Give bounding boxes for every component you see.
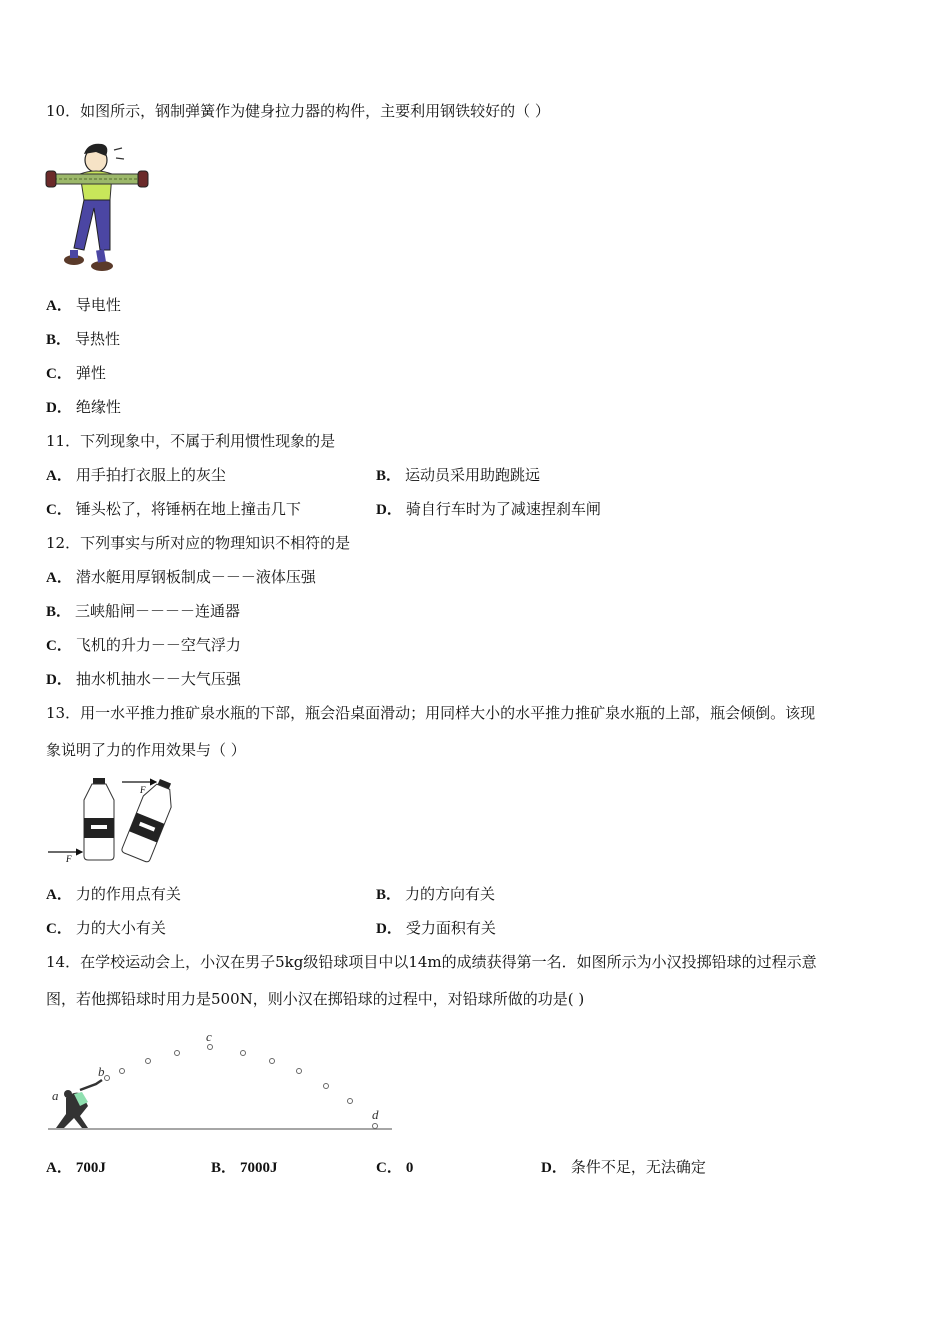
option-label: D． xyxy=(376,921,402,937)
question-12-option-b[interactable] xyxy=(46,601,240,622)
svg-text:c: c xyxy=(206,1029,212,1044)
question-13-option-a[interactable] xyxy=(46,884,181,905)
svg-text:a: a xyxy=(52,1088,59,1103)
question-14-option-d[interactable] xyxy=(541,1157,706,1178)
question-13-stem-line1 xyxy=(46,703,815,723)
question-13-option-d[interactable] xyxy=(376,918,496,939)
question-10-option-a[interactable] xyxy=(46,295,121,316)
question-11-option-b[interactable] xyxy=(376,465,540,486)
option-text: 7000J xyxy=(240,1160,278,1176)
option-text: 弹性 xyxy=(75,364,106,382)
option-label: B． xyxy=(376,887,402,903)
option-label: B． xyxy=(46,332,72,348)
option-text: 飞机的升力－－空气浮力 xyxy=(75,636,241,654)
option-label: C． xyxy=(46,638,72,654)
option-label: D． xyxy=(541,1160,567,1176)
question-14-option-c[interactable] xyxy=(376,1157,417,1178)
option-label: B． xyxy=(211,1160,237,1176)
option-label: D． xyxy=(46,672,72,688)
option-label: A． xyxy=(46,298,72,314)
svg-text:F: F xyxy=(66,854,72,864)
option-text: 条件不足，无法确定 xyxy=(570,1158,706,1176)
option-label: D． xyxy=(46,400,72,416)
option-text: 运动员采用助跑跳远 xyxy=(405,466,541,484)
option-text: 导热性 xyxy=(75,330,121,348)
option-label: B． xyxy=(376,468,402,484)
option-text: 力的方向有关 xyxy=(405,885,496,903)
question-text: 在学校运动会上，小汉在男子5kg级铅球项目中以14m的成绩获得第一名．如图所示为小汉投掷铅球的过程示意 xyxy=(80,953,817,971)
option-text: 导电性 xyxy=(75,296,121,314)
option-label: B． xyxy=(46,604,72,620)
question-10-option-b[interactable] xyxy=(46,329,120,350)
option-text: 锤头松了，将锤柄在地上撞击几下 xyxy=(75,500,301,518)
option-label: D． xyxy=(376,502,402,518)
question-14-option-b[interactable] xyxy=(211,1157,282,1178)
option-text: 潜水艇用厚钢板制成－－－液体压强 xyxy=(75,568,316,586)
option-text: 抽水机抽水－－大气压强 xyxy=(75,670,241,688)
option-label: C． xyxy=(46,366,72,382)
question-10-option-d[interactable] xyxy=(46,397,121,418)
option-text: 用手拍打衣服上的灰尘 xyxy=(75,466,226,484)
question-11-option-d[interactable] xyxy=(376,499,601,520)
option-text: 绝缘性 xyxy=(75,398,121,416)
question-text: 如图所示，钢制弹簧作为健身拉力器的构件，主要利用钢铁较好的（ ） xyxy=(80,102,550,120)
svg-text:d: d xyxy=(372,1107,379,1122)
question-14-option-a[interactable] xyxy=(46,1157,110,1178)
question-number: 11． xyxy=(46,432,81,450)
question-number: 10． xyxy=(46,102,81,120)
question-text: 下列事实与所对应的物理知识不相符的是 xyxy=(80,534,351,552)
option-text: 力的大小有关 xyxy=(75,919,166,937)
bottle-upright-icon xyxy=(84,778,114,860)
option-text: 700J xyxy=(75,1160,106,1176)
trajectory-points xyxy=(105,1045,378,1129)
water-bottles-figure xyxy=(44,772,184,867)
question-12-stem xyxy=(46,533,350,553)
question-12-option-d[interactable] xyxy=(46,669,241,690)
option-label: A． xyxy=(46,570,72,586)
question-13-option-c[interactable] xyxy=(46,918,166,939)
athlete-icon xyxy=(56,1080,102,1128)
question-text: 下列现象中，不属于利用惯性现象的是 xyxy=(80,432,336,450)
option-text: 力的作用点有关 xyxy=(75,885,181,903)
question-12-option-a[interactable] xyxy=(46,567,316,588)
question-text: 图，若他掷铅球时用力是500N，则小汉在掷铅球的过程中，对铅球所做的功是( ) xyxy=(46,990,585,1008)
bottle-tilted-icon xyxy=(121,776,180,863)
option-text: 骑自行车时为了减速捏刹车闸 xyxy=(405,500,601,518)
option-label: C． xyxy=(46,502,72,518)
question-11-stem xyxy=(46,431,335,451)
option-label: A． xyxy=(46,887,72,903)
question-number: 13． xyxy=(46,704,81,722)
option-text: 0 xyxy=(405,1160,414,1176)
shot-put-trajectory-figure xyxy=(44,1024,396,1136)
question-13-stem-line2 xyxy=(46,740,246,760)
question-13-option-b[interactable] xyxy=(376,884,495,905)
svg-text:b: b xyxy=(98,1064,105,1079)
question-14-stem-line2 xyxy=(46,989,584,1009)
question-11-option-a[interactable] xyxy=(46,465,226,486)
question-text: 象说明了力的作用效果与（ ） xyxy=(46,741,246,759)
question-12-option-c[interactable] xyxy=(46,635,241,656)
question-number: 12． xyxy=(46,534,81,552)
question-11-option-c[interactable] xyxy=(46,499,301,520)
option-text: 三峡船闸－－－－连通器 xyxy=(75,602,241,620)
question-10-stem xyxy=(46,101,550,121)
option-label: C． xyxy=(46,921,72,937)
spring-exerciser-figure xyxy=(44,138,154,278)
svg-text:F: F xyxy=(140,785,146,795)
option-label: A． xyxy=(46,468,72,484)
option-text: 受力面积有关 xyxy=(405,919,496,937)
question-10-option-c[interactable] xyxy=(46,363,106,384)
option-label: A． xyxy=(46,1160,72,1176)
question-number: 14． xyxy=(46,953,81,971)
option-label: C． xyxy=(376,1160,402,1176)
question-14-stem-line1 xyxy=(46,952,817,972)
question-text: 用一水平推力推矿泉水瓶的下部，瓶会沿桌面滑动；用同样大小的水平推力推矿泉水瓶的上部，瓶会倾倒。该现 xyxy=(80,704,816,722)
